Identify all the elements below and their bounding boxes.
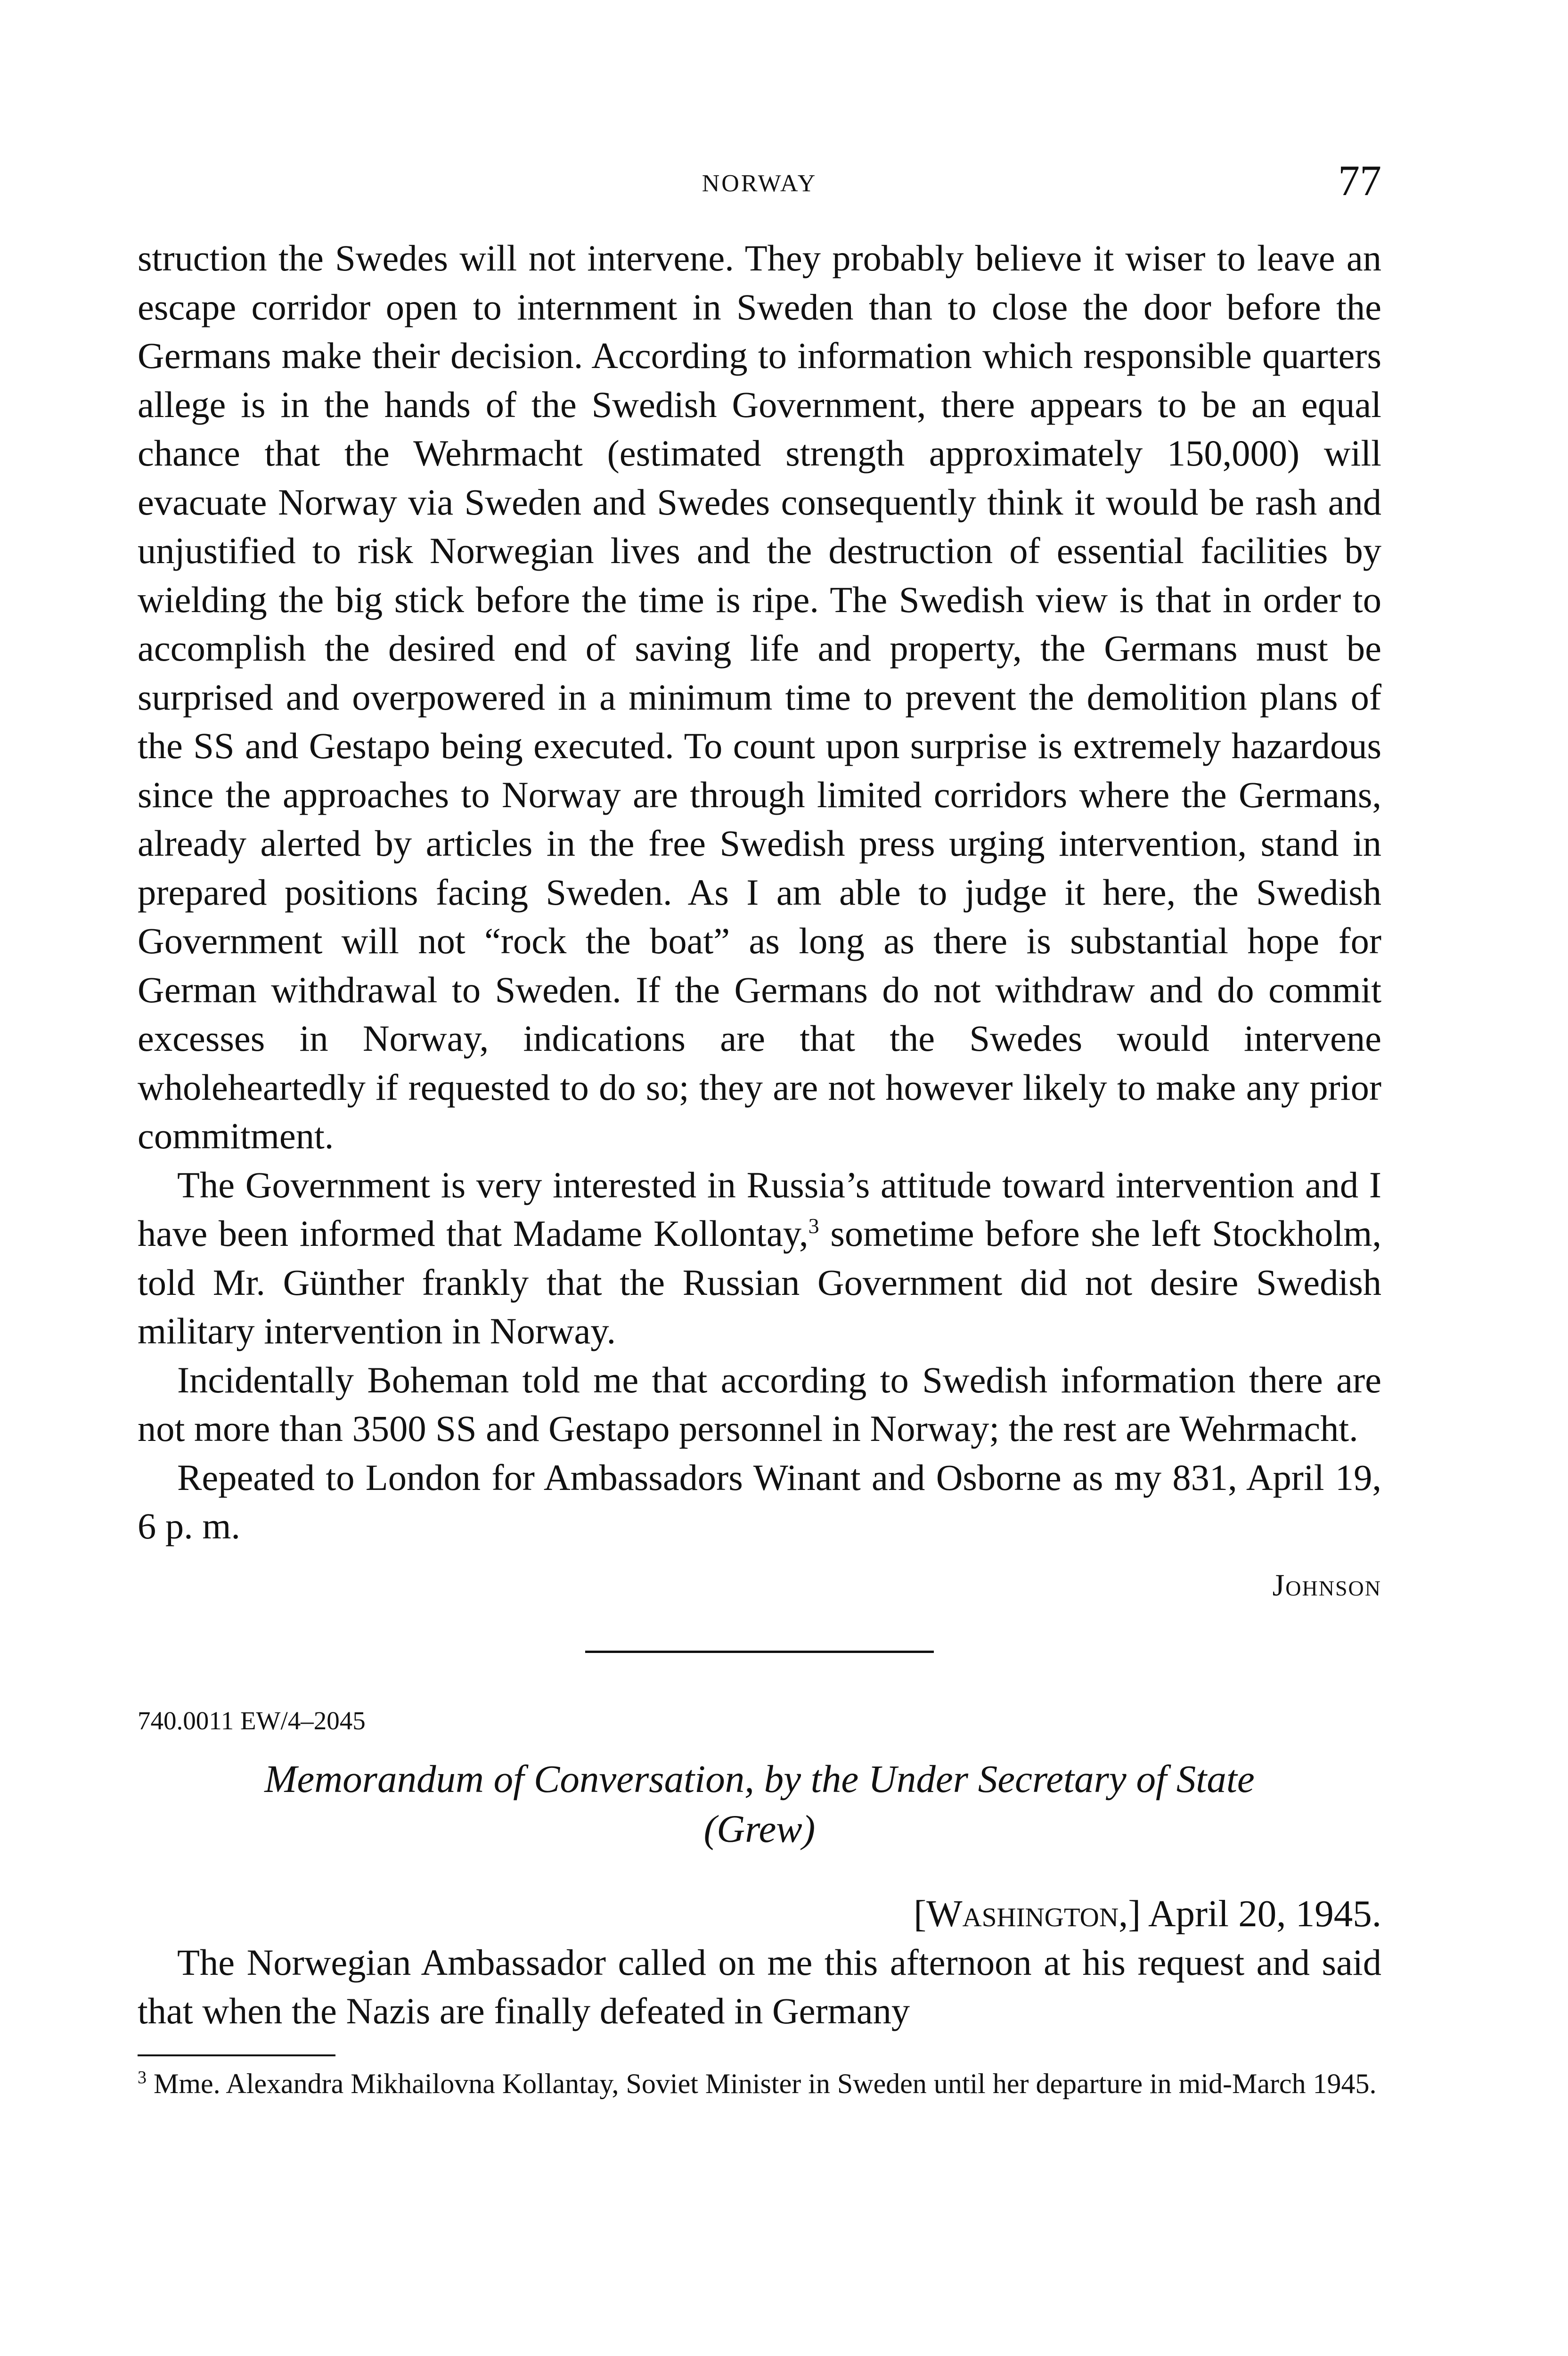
document-page [138, 155, 1381, 2099]
paragraph-2-text-a: The Government is very interested in Russia’s attitude toward intervention and I have been informed that Madame Kollontay, [138, 1164, 1381, 1254]
running-head [138, 155, 1381, 212]
memorandum-title-line-2: (Grew) [703, 1807, 816, 1850]
paragraph-2-text-b: sometime before she left Stockholm, told Mr. Günther frankly that the Russian Government did not desire Swedish military intervention in Norway. [138, 1213, 1381, 1351]
footnote-mark: 3 [138, 2067, 147, 2087]
memorandum-title-line-1: Memorandum of Conversation, by the Under Secretary of State [264, 1757, 1255, 1800]
telegram-paragraph-4: Repeated to London for Ambassadors Winant and Osborne as my 831, April 19, 6 p. m. [138, 1456, 1381, 1546]
footnote-reference: 3 [808, 1213, 819, 1238]
footnote [138, 2069, 1381, 2099]
telegram-paragraph-1: struction the Swedes will not intervene. They probably believe it wiser to leave an escape corridor open to internment in Sweden than to close the door before the Germans make their decision. According to information which responsible quarters allege is in the hands of the Swedish Government, there appears to be an equal chance that the Wehrmacht (estimated strength approximately 150,000) will evacuate Norway via Sweden and Swedes consequently think it would be rash and unjustified to risk Norwegian lives and the destruction of essential facilities by wielding the big stick before the time is ripe. The Swedish view is that in order to accomplish the desired end of saving life and property, the Germans must be surprised and overpowered in a minimum time to prevent the demolition plans of the SS and Gestapo being executed. To count upon surprise is extremely hazardous since the approaches to Norway are through limited corridors where the Germans, already alerted by articles in the free Swedish press urging intervention, stand in prepared positions facing Sweden. As I am able to judge it here, the Swedish Government will not “rock the boat” as long as there is substantial hope for German withdrawal to Sweden. If the Germans do not withdraw and do commit excesses in Norway, indications are that the Swedes would intervene wholeheartedly if requested to do so; they are not however likely to make any prior commitment. [138, 237, 1381, 1156]
memorandum-paragraph-1: The Norwegian Ambassador called on me this afternoon at his request and said that when the Nazis are finally defeated in Germany [138, 1941, 1381, 2031]
dateline-date: April 20, 1945. [1141, 1892, 1381, 1935]
memorandum-body [138, 1938, 1381, 2036]
telegram-paragraph-3: Incidentally Boheman told me that according to Swedish information there are not more than 3500 SS and Gestapo personnel in Norway; the rest are Wehrmacht. [138, 1359, 1381, 1449]
footnote-text: Mme. Alexandra Mikhailovna Kollantay, Soviet Minister in Sweden until her departure in mid-March 1945. [147, 2068, 1377, 2099]
signature: Johnson [1272, 1568, 1381, 1603]
footnote-divider [138, 2054, 335, 2056]
dateline [138, 1890, 1381, 1938]
page-number: 77 [1338, 156, 1381, 205]
telegram-body [138, 234, 1381, 1551]
running-title: NORWAY [702, 170, 817, 197]
file-number: 740.0011 EW/4–2045 [138, 1706, 366, 1735]
memorandum-title [138, 1754, 1381, 1854]
section-divider [585, 1651, 934, 1653]
telegram-paragraph-2 [138, 1161, 1381, 1356]
dateline-place: [Washington,] [914, 1892, 1141, 1935]
